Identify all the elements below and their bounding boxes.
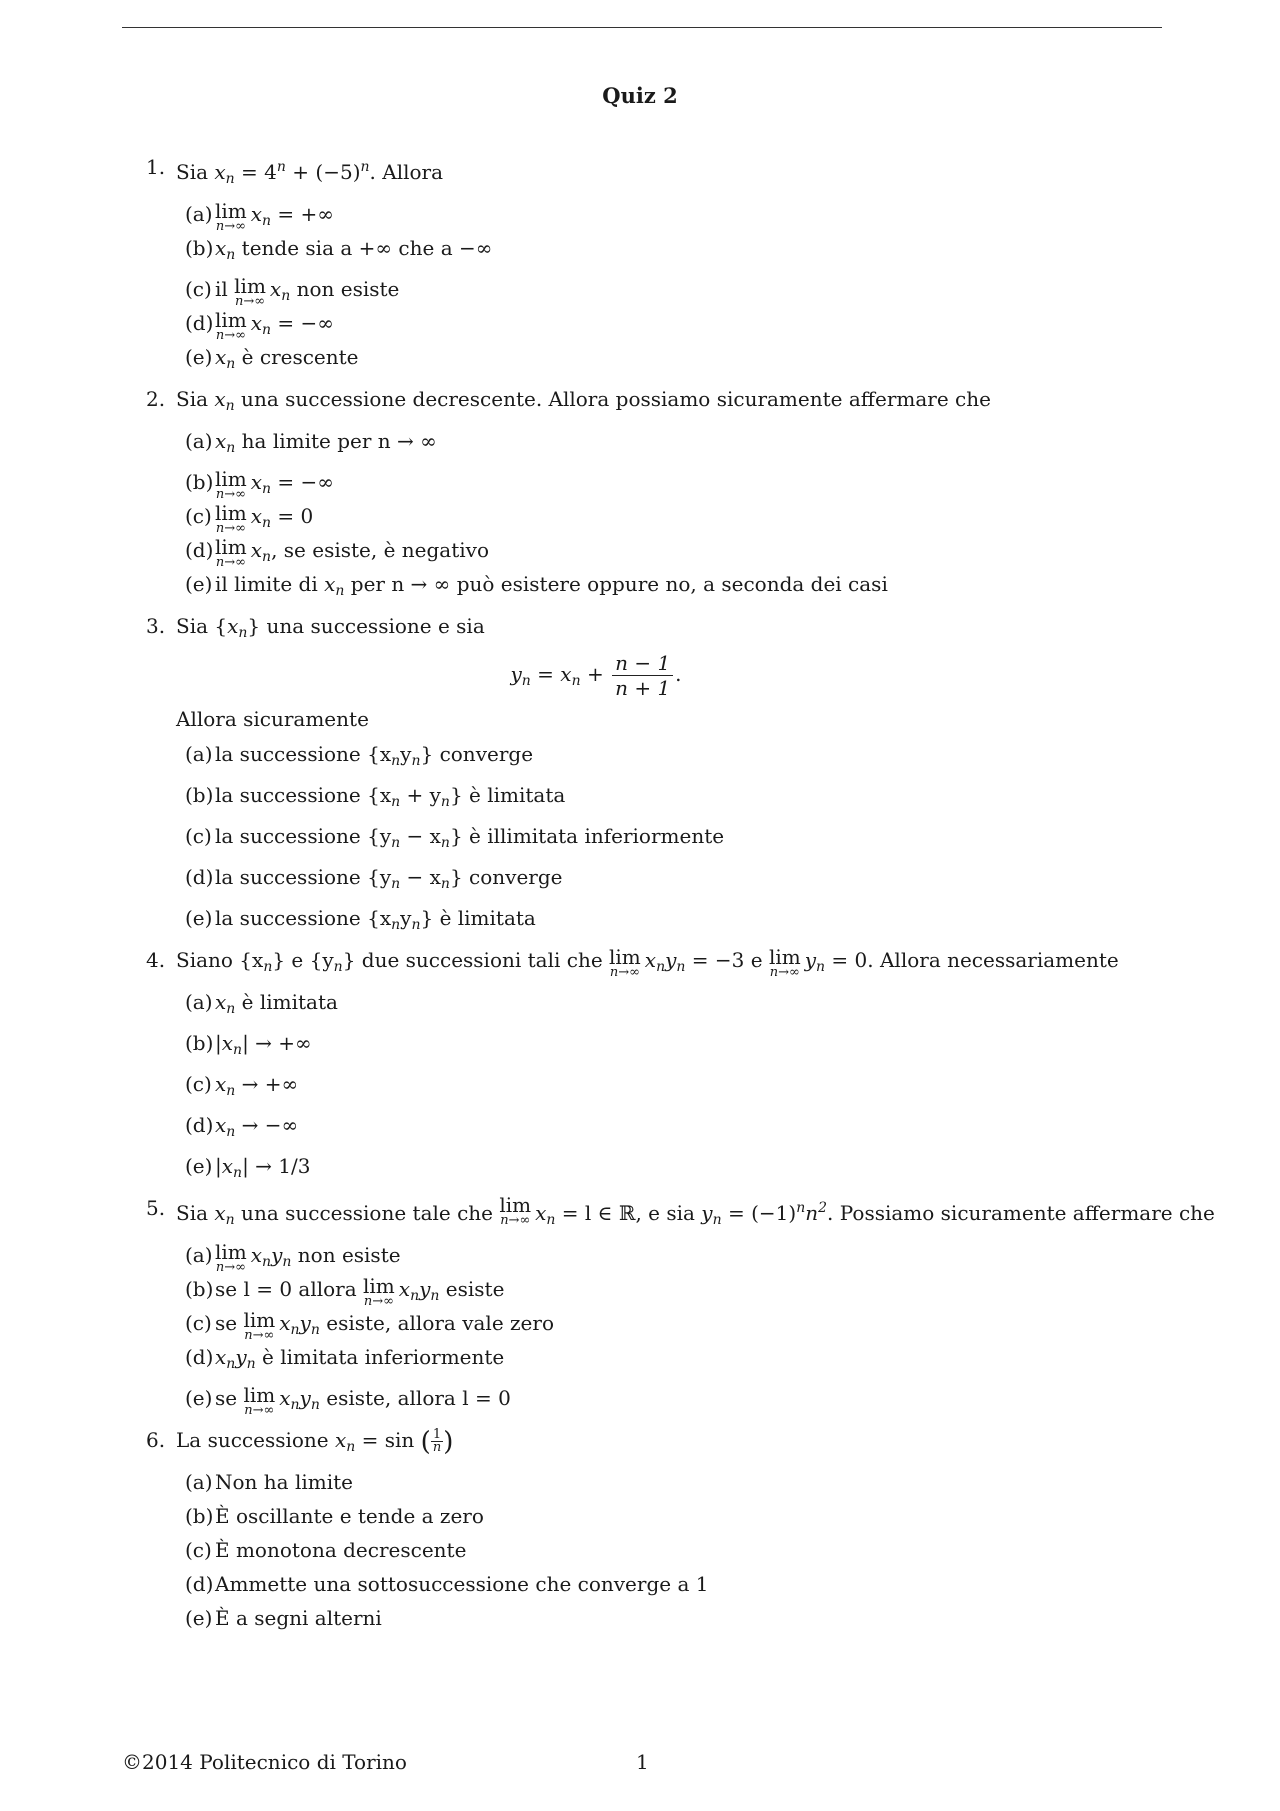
option-d: (d) $x_n$ → −∞ xyxy=(185,1113,299,1140)
limit-operator: lim n→∞ xyxy=(215,501,247,536)
option-d: (d) Ammette una sottosuccessione che converge a 1 xyxy=(185,1572,709,1596)
question-4 xyxy=(146,947,1166,1187)
question-number: 1. xyxy=(146,155,166,179)
option-list xyxy=(176,1242,1166,1419)
fraction: $\frac{1}{n}$ xyxy=(432,1427,442,1455)
option-d: (d) lim n→∞ $x_n$, se esiste, è negativo xyxy=(185,535,490,570)
footer-copyright: ©2014 Politecnico di Torino xyxy=(122,1750,407,1774)
option-e: (e) il limite di $x_n$ per n → ∞ può esistere oppure no, a seconda dei casi xyxy=(185,572,888,599)
follow-text: Allora sicuramente xyxy=(176,707,369,731)
option-c: (c) il lim n→∞ $x_n$ non esiste xyxy=(185,274,400,309)
option-list xyxy=(176,201,1166,378)
question-2 xyxy=(146,386,1166,605)
limit-operator: lim n→∞ xyxy=(243,1308,276,1343)
question-stem: Sia $x_n = 4^n + (-5)^n$. Allora xyxy=(176,159,444,187)
question-number: 2. xyxy=(146,387,166,411)
question-6 xyxy=(146,1427,1166,1632)
fraction: $\frac{n - 1}{n + 1}$ xyxy=(612,651,673,700)
question-5 xyxy=(146,1193,1215,1419)
option-list xyxy=(176,741,1166,939)
option-b: (b) la successione $\{x_n + y_n\}$ è limitata xyxy=(185,783,566,810)
option-a: (a) Non ha limite xyxy=(185,1470,353,1494)
option-e: (e) È a segni alterni xyxy=(185,1606,382,1630)
option-c: (c) $x_n$ → +∞ xyxy=(185,1072,299,1099)
option-b: (b) $x_n$ tende sia a +∞ che a −∞ xyxy=(185,236,493,263)
limit-operator: lim n→∞ xyxy=(215,535,247,570)
option-b: (b) lim n→∞ $x_n$ = −∞ xyxy=(185,467,334,502)
option-a: (a) $x_n$ è limitata xyxy=(185,990,338,1017)
option-list xyxy=(176,989,1166,1187)
option-c: (c) È monotona decrescente xyxy=(185,1538,467,1562)
option-b: (b) È oscillante e tende a zero xyxy=(185,1504,484,1528)
limit-operator: lim n→∞ xyxy=(215,308,247,343)
option-e: (e) $|x_n| \to 1/3$ xyxy=(185,1154,311,1181)
question-number: 3. xyxy=(146,614,166,638)
display-equation: $y_n = x_n$ + $\frac{n - 1}{n + 1}$ . xyxy=(510,651,682,700)
option-b: (b) se l = 0 allora lim n→∞ $x_ny_n$ esiste xyxy=(185,1274,505,1309)
option-e: (e) $x_n$ è crescente xyxy=(185,345,359,372)
option-d: (d) la successione $\{y_n - x_n\}$ converge xyxy=(185,865,563,892)
option-b: (b) $|x_n|$ → +∞ xyxy=(185,1031,312,1058)
option-d: (d) lim n→∞ $x_n$ = −∞ xyxy=(185,308,334,343)
option-a: (a) lim n→∞ $x_ny_n$ non esiste xyxy=(185,1240,401,1275)
page-title: Quiz 2 xyxy=(602,83,678,108)
header-rule xyxy=(122,27,1162,28)
limit-operator: lim n→∞ xyxy=(609,945,641,980)
limit-operator: lim n→∞ xyxy=(215,1240,247,1275)
option-a: (a) lim n→∞ $x_n$ = +∞ xyxy=(185,199,334,234)
option-c: (c) la successione $\{y_n - x_n\}$ è illimitata inferiormente xyxy=(185,824,725,851)
question-number: 6. xyxy=(146,1428,166,1452)
option-c: (c) se lim n→∞ $x_ny_n$ esiste, allora vale zero xyxy=(185,1308,554,1343)
question-stem: Sia $\{x_n\}$ una successione e sia xyxy=(176,614,485,641)
question-number: 5. xyxy=(146,1196,166,1220)
option-c: (c) lim n→∞ $x_n = 0$ xyxy=(185,501,314,536)
limit-operator: lim n→∞ xyxy=(234,274,266,309)
quiz-content xyxy=(146,154,1215,1640)
question-stem: Siano $\{x_n\}$ e $\{y_n\}$ due successioni tali che lim n→∞ $x_ny_n = -3$ e lim n→∞ $y_n = 0$. Allora necessariamente xyxy=(176,945,1119,980)
option-list xyxy=(176,1469,1166,1632)
option-list xyxy=(176,428,1166,605)
question-1 xyxy=(146,154,1166,378)
question-stem: Sia $x_n$ una successione tale che lim n→∞ $x_n = l$ ∈ ℝ, e sia $y_n = (-1)^nn^2$. Possiamo sicuramente affermare che xyxy=(176,1193,1215,1228)
page-number: 1 xyxy=(636,1750,649,1774)
limit-operator: lim n→∞ xyxy=(243,1383,276,1418)
question-3 xyxy=(146,613,1166,939)
option-a: (a) la successione $\{x_ny_n\}$ converge xyxy=(185,742,534,769)
limit-operator: lim n→∞ xyxy=(499,1193,532,1228)
limit-operator: lim n→∞ xyxy=(215,467,247,502)
limit-operator: lim n→∞ xyxy=(363,1274,395,1309)
option-d: (d) $x_ny_n$ è limitata inferiormente xyxy=(185,1345,505,1372)
option-e: (e) se lim n→∞ $x_ny_n$ esiste, allora l = 0 xyxy=(185,1383,511,1418)
limit-operator: lim n→∞ xyxy=(768,945,801,980)
limit-operator: lim n→∞ xyxy=(215,199,247,234)
option-a: (a) $x_n$ ha limite per n → ∞ xyxy=(185,429,437,456)
option-e: (e) la successione $\{x_ny_n\}$ è limitata xyxy=(185,906,536,933)
question-stem: La successione $x_n = \sin$ ( $\frac{1}{n}$ ) xyxy=(176,1427,454,1457)
question-stem: Sia $x_n$ una successione decrescente. Allora possiamo sicuramente affermare che xyxy=(176,387,991,414)
question-number: 4. xyxy=(146,948,166,972)
